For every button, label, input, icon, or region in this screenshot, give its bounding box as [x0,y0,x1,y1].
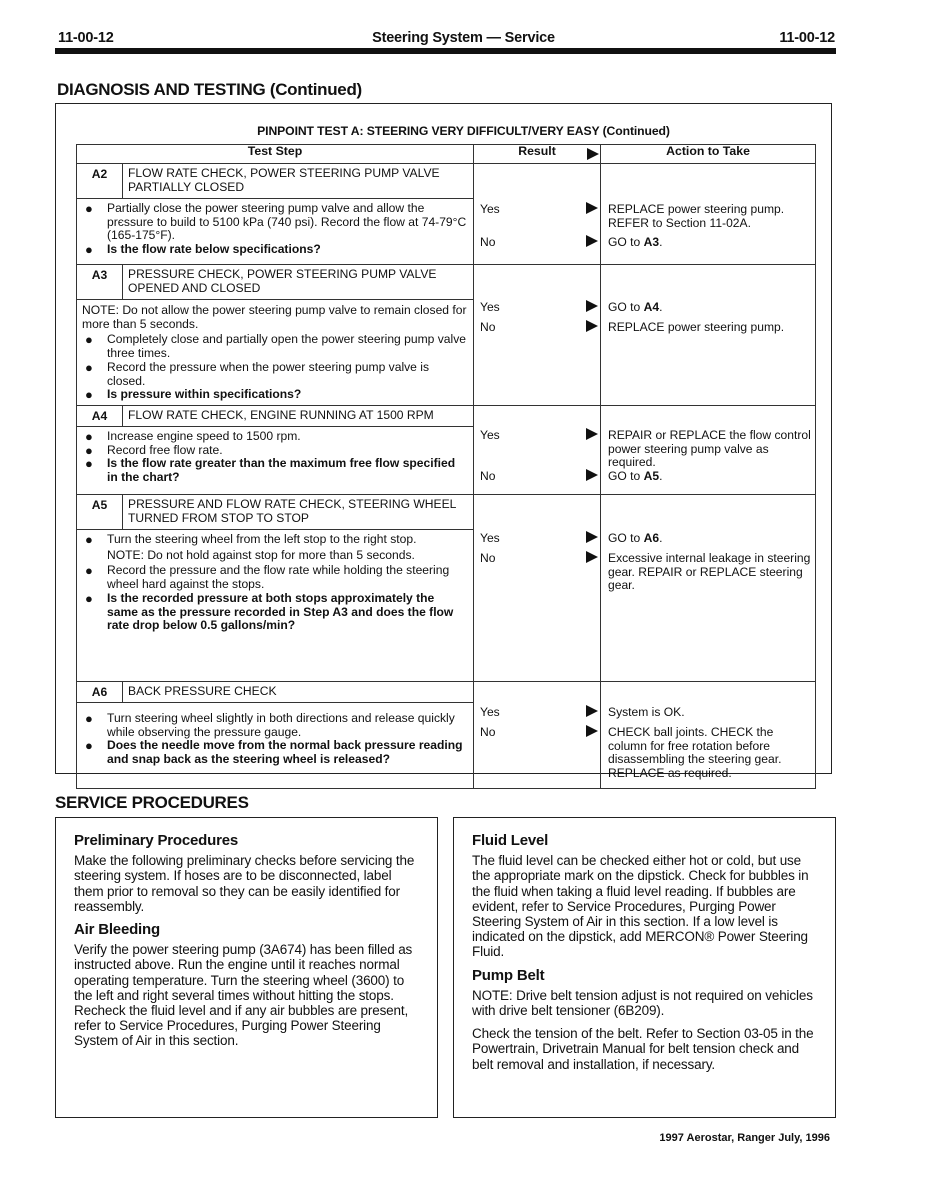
action-text: GO to [608,469,644,483]
service-box-right [453,817,836,1118]
action-text: . [659,235,663,249]
bullet-icon: ● [85,590,93,606]
step-body [77,300,474,406]
action-text: GO to [608,235,644,249]
arrow-right-icon [586,300,598,312]
diagnosis-section-title: DIAGNOSIS AND TESTING (Continued) [57,80,362,99]
arrow-right-icon [586,551,598,563]
step-id: A5 [77,495,123,530]
table-row-a5-title [77,495,816,530]
result-no: No [480,320,496,334]
bullet-text: Turn the steering wheel from the left stop to the right stop. [107,532,417,546]
result-yes: Yes [480,428,500,442]
action-yes: System is OK. [608,705,685,719]
page-footer: 1997 Aerostar, Ranger July, 1996 [659,1132,830,1144]
result-cell [474,682,601,789]
action-cell [601,495,816,682]
action-no [608,236,811,250]
action-no: CHECK ball joints. CHECK the column for free rotation before disassembling the steering gear. REPLACE as required. [608,725,782,781]
service-procedures-title: SERVICE PROCEDURES [55,793,249,812]
bullet-icon: ● [85,242,93,258]
bullet-text: Is the flow rate below specifications? [107,242,321,257]
result-no: No [480,551,496,565]
step-reference-link[interactable]: A3 [643,235,660,249]
bullet-icon: ● [85,429,93,444]
bullet-item [82,592,468,633]
result-no: No [480,235,496,249]
bullet-text: Is pressure within specifications? [107,387,302,402]
result-cell [474,495,601,682]
bullet-text: Increase engine speed to 1500 rpm. [107,429,301,443]
step-body [77,427,474,495]
header-rule [55,48,836,54]
result-yes: Yes [480,300,500,314]
table-header-row [77,145,816,164]
action-yes: REPLACE power steering pump. REFER to Section 11-02A. [608,202,785,230]
bullet-item [82,533,468,547]
arrow-right-icon [586,320,598,332]
bullet-text: Is the flow rate greater than the maximum free flow specified in the chart? [107,456,456,485]
bullet-icon: ● [85,201,93,216]
bullet-item [82,564,468,591]
action-cell [601,265,816,406]
pinpoint-test-table [76,144,816,789]
bullet-text: Is the recorded pressure at both stops approximately the same as the pressure recorded in Step A3 and does the flow rate drop below 0.5 gallons/min? [107,590,454,633]
bullet-item [82,712,468,739]
step-id: A4 [77,406,123,427]
table-row-a4-title [77,406,816,427]
bullet-icon: ● [85,387,93,403]
step-reference-link[interactable]: A5 [643,469,660,483]
bullet-item [82,388,468,402]
step-title: FLOW RATE CHECK, POWER STEERING PUMP VALVE PARTIALLY CLOSED [123,164,474,199]
step-title: PRESSURE CHECK, POWER STEERING PUMP VALVE OPENED AND CLOSED [123,265,474,300]
bullet-item [82,739,468,766]
action-no [608,470,811,484]
arrow-right-icon [586,202,598,214]
bullet-icon: ● [85,711,93,726]
step-title: PRESSURE AND FLOW RATE CHECK, STEERING WHEEL TURNED FROM STOP TO STOP [123,495,474,530]
column-header-result [474,145,601,164]
action-text: GO to [608,300,644,314]
action-text: . [659,469,663,483]
action-cell [601,682,816,789]
column-header-test-step: Test Step [77,145,474,164]
bullet-item [82,457,468,484]
preliminary-procedures-text: Make the following preliminary checks before servicing the steering system. If hoses are to be disconnected, label them prior to removal so they can be easily identified for reassembly. [74,853,415,914]
bullet-item [82,444,468,458]
result-cell [474,265,601,406]
table-row-a6-title [77,682,816,703]
bullet-icon: ● [85,359,93,375]
table-row-a2-title [77,164,816,199]
arrow-right-icon [586,469,598,481]
bullet-icon: ● [85,332,93,348]
arrow-right-icon [586,428,598,440]
arrow-right-icon [586,235,598,247]
result-cell [474,406,601,495]
page-number-left: 11-00-12 [58,30,114,46]
action-no: REPLACE power steering pump. [608,320,785,334]
action-cell [601,164,816,265]
step-title: BACK PRESSURE CHECK [123,682,474,703]
step-body [77,199,474,265]
step-id: A2 [77,164,123,199]
pinpoint-test-title: PINPOINT TEST A: STEERING VERY DIFFICULT/VERY EASY (Continued) [257,124,670,138]
bullet-icon: ● [85,738,93,754]
bullet-icon: ● [85,563,93,579]
bullet-text: Completely close and partially open the power steering pump valve three times. [107,332,466,361]
result-no: No [480,469,496,483]
arrow-right-icon [586,725,598,737]
air-bleeding-heading: Air Bleeding [74,921,160,939]
note-text: NOTE: Do not hold against stop for more than 5 seconds. [107,547,415,562]
result-cell [474,164,601,265]
bullet-item [82,430,468,444]
step-reference-link[interactable]: A4 [643,300,660,314]
pump-belt-note: NOTE: Drive belt tension adjust is not required on vehicles with drive belt tensioner (6B209). [472,987,813,1019]
bullet-text: Does the needle move from the normal back pressure reading and snap back as the steering wheel is released? [107,738,463,767]
result-yes: Yes [480,202,500,216]
step-title: FLOW RATE CHECK, ENGINE RUNNING AT 1500 RPM [123,406,474,427]
action-text: . [659,531,663,545]
action-yes [608,301,811,315]
bullet-icon: ● [85,442,93,458]
step-reference-link[interactable]: A6 [643,531,660,545]
action-yes: REPAIR or REPLACE the flow control power steering pump valve as required. [608,428,811,470]
page-header-title: Steering System — Service [372,30,555,46]
bullet-text: Record free flow rate. [107,442,223,457]
service-box-left [55,817,438,1118]
note-text: NOTE: Do not allow the power steering pump valve to remain closed for more than 5 seconds. [82,303,467,331]
step-body [77,703,474,789]
indent-spacer [82,549,107,563]
fluid-level-text: The fluid level can be checked either hot or cold, but use the appropriate mark on the dipstick. Check for bubbles in the fluid when taking a fluid level reading. If bubbles are evident, refer to Service Procedures, Purging Power Steering System of Air in this section. If a low level is indicated on the dipstick, add MERCON® Power Steering Fluid. [472,853,809,960]
bullet-text: Partially close the power steering pump valve and allow the prєssure to build to 5100 kPa (740 psi). Record the flow at 74-79°C (165-175°F). [107,201,467,243]
pump-belt-heading: Pump Belt [472,966,545,984]
bullet-text: Turn steering wheel slightly in both directions and release quickly while observing the pressure gauge. [107,711,455,739]
action-text: . [659,300,663,314]
bullet-text: Record the pressure and the flow rate while holding the steering wheel hard against the stops. [107,563,450,592]
bullet-item [82,243,468,257]
air-bleeding-text: Verify the power steering pump (3A674) has been filled as instructed above. Run the engine until it reaches normal operating temperature. Turn the steering wheel (3600) to the left and right several times without hitting the stops. Recheck the fluid level and if any air bubbles are present, refer to Service Procedures, Purging Power Steering System of Air in this section. [74,942,413,1049]
action-cell [601,406,816,495]
action-yes [608,532,811,546]
bullet-icon: ● [85,532,93,547]
step-id: A3 [77,265,123,300]
bullet-item [82,202,468,243]
bullet-item [82,361,468,388]
action-text: GO to [608,531,644,545]
table-row-a3-title [77,265,816,300]
arrow-right-icon [587,148,599,160]
note-item [82,549,468,563]
action-no: Excessive internal leakage in steering gear. REPAIR or REPLACE steering gear. [608,551,811,593]
page-number-right: 11-00-12 [779,30,835,46]
bullet-icon: ● [85,456,93,472]
column-header-action: Action to Take [601,145,816,164]
result-header-label: Result [518,144,556,158]
bullet-item [82,333,468,360]
result-yes: Yes [480,531,500,545]
arrow-right-icon [586,705,598,717]
result-yes: Yes [480,705,500,719]
preliminary-procedures-heading: Preliminary Procedures [74,832,239,849]
fluid-level-heading: Fluid Level [472,832,549,849]
bullet-text: Record the pressure when the power steering pump valve is closed. [107,359,429,388]
result-no: No [480,725,496,739]
step-id: A6 [77,682,123,703]
arrow-right-icon [586,531,598,543]
pump-belt-text: Check the tension of the belt. Refer to Section 03-05 in the Powertrain, Drivetrain Manual for belt tension check and belt removal and installation, if necessary. [472,1026,814,1072]
step-body [77,530,474,682]
